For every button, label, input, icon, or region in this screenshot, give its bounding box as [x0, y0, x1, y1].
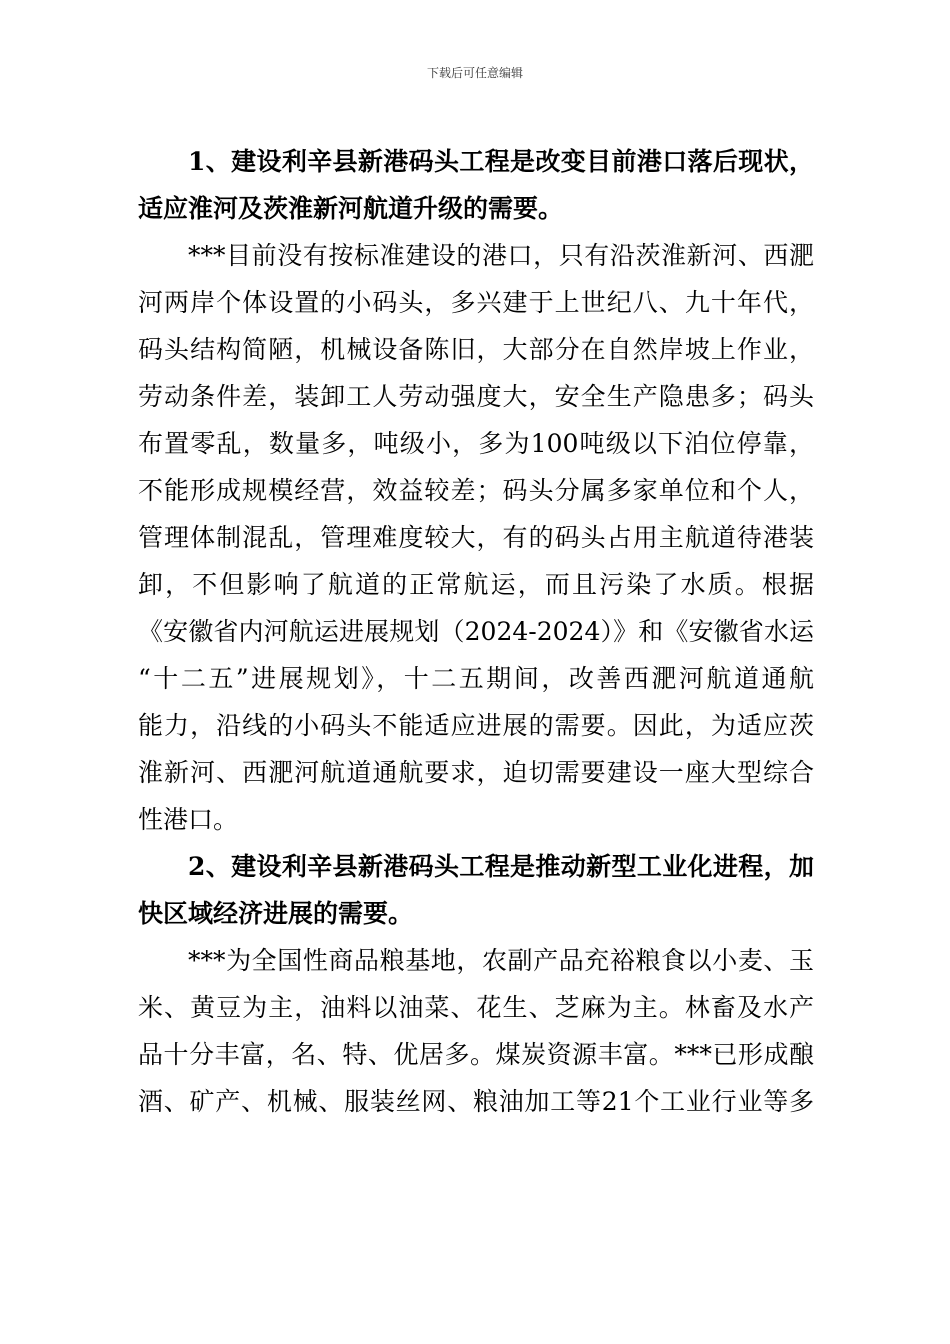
text-line: 2、建设利辛县新港码头工程是推动新型工业化进程，加	[188, 852, 814, 881]
text-line: 快区域经济进展的需要。	[138, 899, 414, 928]
heading-2	[138, 843, 814, 937]
text-line: 不能形成规模经营，效益较差；码头分属多家单位和个人，	[138, 476, 814, 505]
text-line: 性港口。	[138, 805, 239, 834]
text-line: 适应淮河及茨淮新河航道升级的需要。	[138, 194, 564, 223]
text-line: 米、黄豆为主，油料以油菜、花生、芝麻为主。林畜及水产	[138, 993, 814, 1022]
text-line: 劳动条件差，装卸工人劳动强度大，安全生产隐患多；码头	[138, 382, 814, 411]
text-line: 淮新河、西淝河航道通航要求，迫切需要建设一座大型综合	[138, 758, 814, 787]
text-line: 酒、矿产、机械、服装丝网、粮油加工等21个工业行业等多	[138, 1087, 814, 1116]
heading-1	[138, 138, 814, 232]
text-line: ***为全国性商品粮基地，农副产品充裕粮食以小麦、玉	[188, 946, 814, 975]
paragraph-2	[138, 937, 814, 1125]
text-line: 品十分丰富，名、特、优居多。煤炭资源丰富。***已形成酿	[138, 1040, 814, 1069]
text-line: “十二五”进展规划》，十二五期间，改善西淝河航道通航	[138, 664, 814, 693]
paragraph-1	[138, 232, 814, 843]
text-line: 河两岸个体设置的小码头，多兴建于上世纪八、九十年代，	[138, 288, 814, 317]
text-line: 布置零乱，数量多，吨级小，多为100吨级以下泊位停靠，	[138, 429, 814, 458]
text-line: 卸，不但影响了航道的正常航运，而且污染了水质。根据	[138, 570, 814, 599]
document-body	[138, 138, 814, 1125]
text-line: 《安徽省内河航运进展规划（2024-2024）》和《安徽省水运	[138, 617, 814, 646]
page-header: 下载后可任意编辑	[426, 66, 523, 80]
text-line: ***目前没有按标准建设的港口，只有沿茨淮新河、西淝	[188, 241, 814, 270]
text-line: 管理体制混乱，管理难度较大，有的码头占用主航道待港装	[138, 523, 814, 552]
text-line: 能力，沿线的小码头不能适应进展的需要。因此，为适应茨	[138, 711, 814, 740]
text-line: 码头结构简陋，机械设备陈旧，大部分在自然岸坡上作业，	[138, 335, 814, 364]
text-line: 1、建设利辛县新港码头工程是改变目前港口落后现状，	[188, 147, 814, 176]
